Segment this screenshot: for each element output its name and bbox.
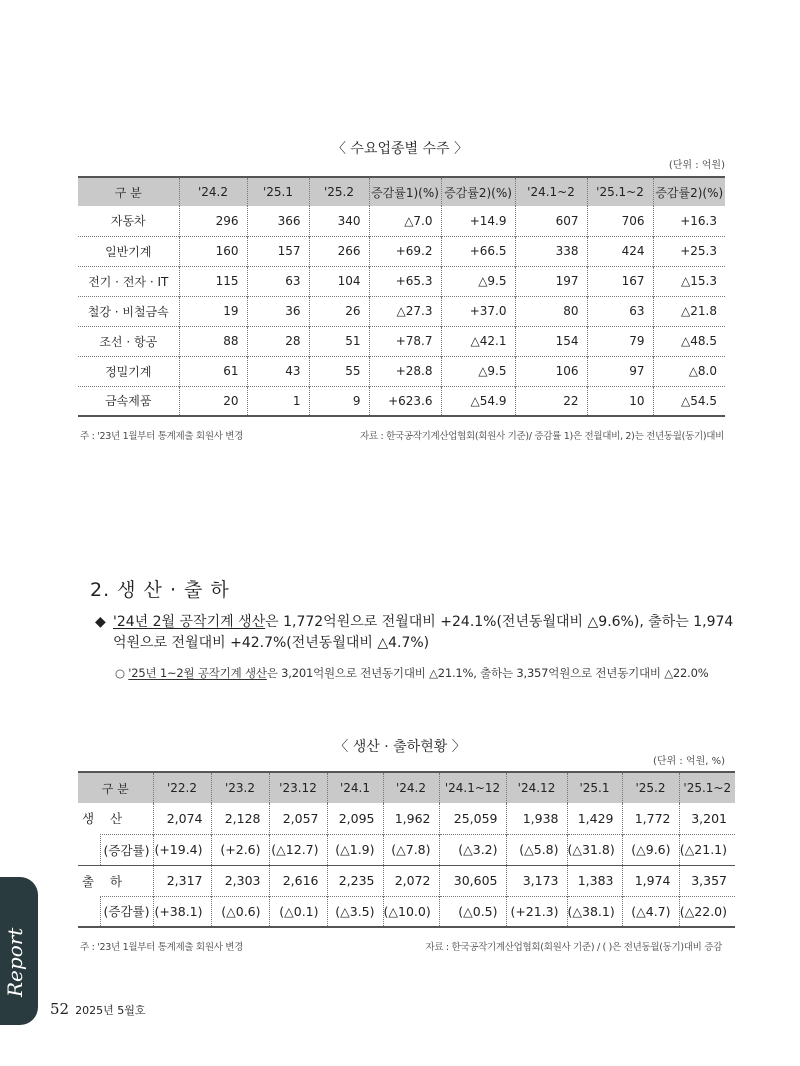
table-cell: 115 <box>179 266 247 296</box>
table2-header: 구 분 <box>78 772 153 803</box>
table2-header: '24.2 <box>383 772 439 803</box>
summary-bullet <box>95 612 735 654</box>
table-cell: 51 <box>309 326 369 356</box>
orders-by-industry-table <box>78 176 725 417</box>
table-cell: 2,303 <box>211 865 269 896</box>
table1-header: '24.2 <box>179 177 247 206</box>
table-cell: (△3.5) <box>327 896 383 927</box>
table2-header-row <box>78 772 735 803</box>
table2-header: '23.2 <box>211 772 269 803</box>
table1-header: '24.1~2 <box>515 177 587 206</box>
table-cell: 3,173 <box>506 865 567 896</box>
table-cell: 2,128 <box>211 803 269 834</box>
table-cell: 2,235 <box>327 865 383 896</box>
table-cell: (△7.8) <box>383 834 439 865</box>
row-label: 금속제품 <box>78 386 179 416</box>
table-cell: +14.9 <box>441 206 515 236</box>
table-cell: 266 <box>309 236 369 266</box>
circle-bullet-icon: ○ <box>115 666 129 680</box>
table-cell: △48.5 <box>653 326 725 356</box>
table1-header: 증감률1)(%) <box>369 177 441 206</box>
report-tab <box>0 877 38 1025</box>
table-cell: 424 <box>587 236 653 266</box>
table1-header: '25.1 <box>247 177 309 206</box>
table-row <box>78 236 725 266</box>
table-cell: 154 <box>515 326 587 356</box>
row-label: 철강 · 비철금속 <box>78 296 179 326</box>
table-cell: 9 <box>309 386 369 416</box>
table2-header: '24.1~12 <box>439 772 506 803</box>
table-cell: 80 <box>515 296 587 326</box>
table-cell: 197 <box>515 266 587 296</box>
table-cell: 20 <box>179 386 247 416</box>
table2-source: 자료 : 한국공작기계산업협회(회원사 기준) / ( )은 전년동월(동기)대비 증감 <box>425 942 722 953</box>
rate-label: (증감률) <box>100 896 153 927</box>
table-cell: 28 <box>247 326 309 356</box>
row-label: 조선 · 항공 <box>78 326 179 356</box>
table-cell: 3,201 <box>679 803 735 834</box>
table-row <box>78 896 735 927</box>
row-label: 자동차 <box>110 214 146 229</box>
table-cell: 1,938 <box>506 803 567 834</box>
table-cell: 1,962 <box>383 803 439 834</box>
table-cell: (△10.0) <box>383 896 439 927</box>
table-row <box>78 386 725 416</box>
table-cell: +623.6 <box>369 386 441 416</box>
table-cell: +16.3 <box>653 206 725 236</box>
table-cell: △54.5 <box>653 386 725 416</box>
table-cell: 106 <box>515 356 587 386</box>
table-row <box>78 865 735 896</box>
table1-note: 주 : '23년 1월부터 통계제출 회원사 변경 <box>80 431 244 442</box>
table1-source: 자료 : 한국공작기계산업협회(회원사 기준)/ 증감률 1)은 전월대비, 2)는 전년동월(동기)대비 <box>359 431 724 442</box>
blank-cell <box>78 896 100 927</box>
table-cell: 79 <box>587 326 653 356</box>
table2-note: 주 : '23년 1월부터 통계제출 회원사 변경 <box>80 942 244 953</box>
table-cell: (+19.4) <box>153 834 211 865</box>
table-cell: (△0.6) <box>211 896 269 927</box>
table-cell: (△0.1) <box>269 896 327 927</box>
table-cell: (△5.8) <box>506 834 567 865</box>
table-cell: △9.5 <box>441 266 515 296</box>
table-cell: 36 <box>247 296 309 326</box>
table-cell: +78.7 <box>369 326 441 356</box>
table-cell: 61 <box>179 356 247 386</box>
table-cell: (△38.1) <box>567 896 622 927</box>
table-cell: (△3.2) <box>439 834 506 865</box>
table-cell: 2,074 <box>153 803 211 834</box>
table-cell: 63 <box>247 266 309 296</box>
table-cell: +65.3 <box>369 266 441 296</box>
table-cell: 2,095 <box>327 803 383 834</box>
issue-label: 2025년 5월호 <box>75 1004 146 1017</box>
table-cell: 2,317 <box>153 865 211 896</box>
table1-header: '25.2 <box>309 177 369 206</box>
row-label: 출 하 <box>78 865 153 896</box>
table-cell: △8.0 <box>653 356 725 386</box>
table-row <box>78 266 725 296</box>
table-cell: 1,383 <box>567 865 622 896</box>
table-cell: 2,616 <box>269 865 327 896</box>
table-row <box>78 834 735 865</box>
table-cell: 1,974 <box>622 865 679 896</box>
table-cell: 338 <box>515 236 587 266</box>
page-number-line <box>50 1000 145 1018</box>
table-cell: (△31.8) <box>567 834 622 865</box>
table-cell: 706 <box>587 206 653 236</box>
table1-header: 구 분 <box>78 177 179 206</box>
table-cell: 30,605 <box>439 865 506 896</box>
table-row <box>78 296 725 326</box>
row-label: 전기 · 전자 · IT <box>78 266 179 296</box>
table2-caption: 〈 생산 · 출하현황 〉 <box>334 739 466 755</box>
table-cell: 26 <box>309 296 369 326</box>
blank-cell <box>78 834 100 865</box>
table-cell: (+21.3) <box>506 896 567 927</box>
table-cell: (+2.6) <box>211 834 269 865</box>
table2-header: '24.1 <box>327 772 383 803</box>
table-cell: 1,772 <box>622 803 679 834</box>
report-tab-label: Report <box>3 927 27 997</box>
table-cell: 366 <box>247 206 309 236</box>
table2-header: '25.1 <box>567 772 622 803</box>
table-cell: △21.8 <box>653 296 725 326</box>
table-row <box>78 206 725 236</box>
table-cell: (△4.7) <box>622 896 679 927</box>
rate-label: (증감률) <box>100 834 153 865</box>
table-cell: +28.8 <box>369 356 441 386</box>
table-cell: 167 <box>587 266 653 296</box>
table-cell: 1 <box>247 386 309 416</box>
table-cell: 104 <box>309 266 369 296</box>
table2-header: '25.1~2 <box>679 772 735 803</box>
table1-header: 증감률2)(%) <box>441 177 515 206</box>
table2-header: '22.2 <box>153 772 211 803</box>
table2-header: '24.12 <box>506 772 567 803</box>
table-cell: 19 <box>179 296 247 326</box>
production-shipment-table <box>78 771 735 928</box>
table-cell: +69.2 <box>369 236 441 266</box>
row-label: 정밀기계 <box>78 356 179 386</box>
table-cell: 97 <box>587 356 653 386</box>
table-cell: 88 <box>179 326 247 356</box>
table-cell: +37.0 <box>441 296 515 326</box>
table-cell: 1,429 <box>567 803 622 834</box>
table-cell: 22 <box>515 386 587 416</box>
sub-bullet <box>115 665 708 681</box>
table-row <box>78 803 735 834</box>
table-cell: 55 <box>309 356 369 386</box>
row-label: 생 산 <box>82 811 129 827</box>
table-cell: 63 <box>587 296 653 326</box>
summary-bullet-highlight: '24년 2월 공작기계 생산 <box>113 614 266 630</box>
table-cell: △27.3 <box>369 296 441 326</box>
diamond-bullet-icon: ◆ <box>95 614 106 630</box>
summary-bullet-text: 은 1,772억원으로 전월대비 +24.1%(전년동월대비 △9.6%), 출하는 1,974억원으로 전월대비 +42.7%(전년동월대비 △4.7%) <box>113 614 734 651</box>
table-cell: 340 <box>309 206 369 236</box>
table-cell: 2,072 <box>383 865 439 896</box>
table-cell: (△21.1) <box>679 834 735 865</box>
table-cell: (△1.9) <box>327 834 383 865</box>
table-cell: △7.0 <box>369 206 441 236</box>
table-cell: +25.3 <box>653 236 725 266</box>
table1-header: 증감률2)(%) <box>653 177 725 206</box>
table-cell: (△12.7) <box>269 834 327 865</box>
sub-bullet-highlight: '25년 1~2월 공작기계 생산 <box>128 666 267 680</box>
table1-caption: 〈 수요업종별 수주 〉 <box>331 141 469 157</box>
table2-header: '25.2 <box>622 772 679 803</box>
table-cell: 25,059 <box>439 803 506 834</box>
table-cell: (△9.6) <box>622 834 679 865</box>
table2-header: '23.12 <box>269 772 327 803</box>
table2-unit: (단위 : 억원, %) <box>652 756 725 767</box>
table-cell: 607 <box>515 206 587 236</box>
table-cell: (△22.0) <box>679 896 735 927</box>
table-cell: 43 <box>247 356 309 386</box>
table-cell: △9.5 <box>441 356 515 386</box>
table-cell: (△0.5) <box>439 896 506 927</box>
table-cell: 2,057 <box>269 803 327 834</box>
table-cell: △54.9 <box>441 386 515 416</box>
table-cell: 296 <box>179 206 247 236</box>
table-row <box>78 356 725 386</box>
table-cell: (+38.1) <box>153 896 211 927</box>
row-label: 일반기계 <box>78 236 179 266</box>
table-cell: △15.3 <box>653 266 725 296</box>
table-cell: +66.5 <box>441 236 515 266</box>
table-cell: 10 <box>587 386 653 416</box>
sub-bullet-text: 은 3,201억원으로 전년동기대비 △21.1%, 출하는 3,357억원으로 전년동기대비 △22.0% <box>266 666 709 680</box>
table-cell: 157 <box>247 236 309 266</box>
table1-header-row <box>78 177 725 206</box>
table1-header: '25.1~2 <box>587 177 653 206</box>
table-cell: △42.1 <box>441 326 515 356</box>
table-cell: 3,357 <box>679 865 735 896</box>
page-number: 52 <box>50 1000 70 1018</box>
section-title: 2. 생 산 · 출 하 <box>90 579 230 601</box>
table1-unit: (단위 : 억원) <box>668 160 725 171</box>
table-cell: 160 <box>179 236 247 266</box>
table-row <box>78 326 725 356</box>
